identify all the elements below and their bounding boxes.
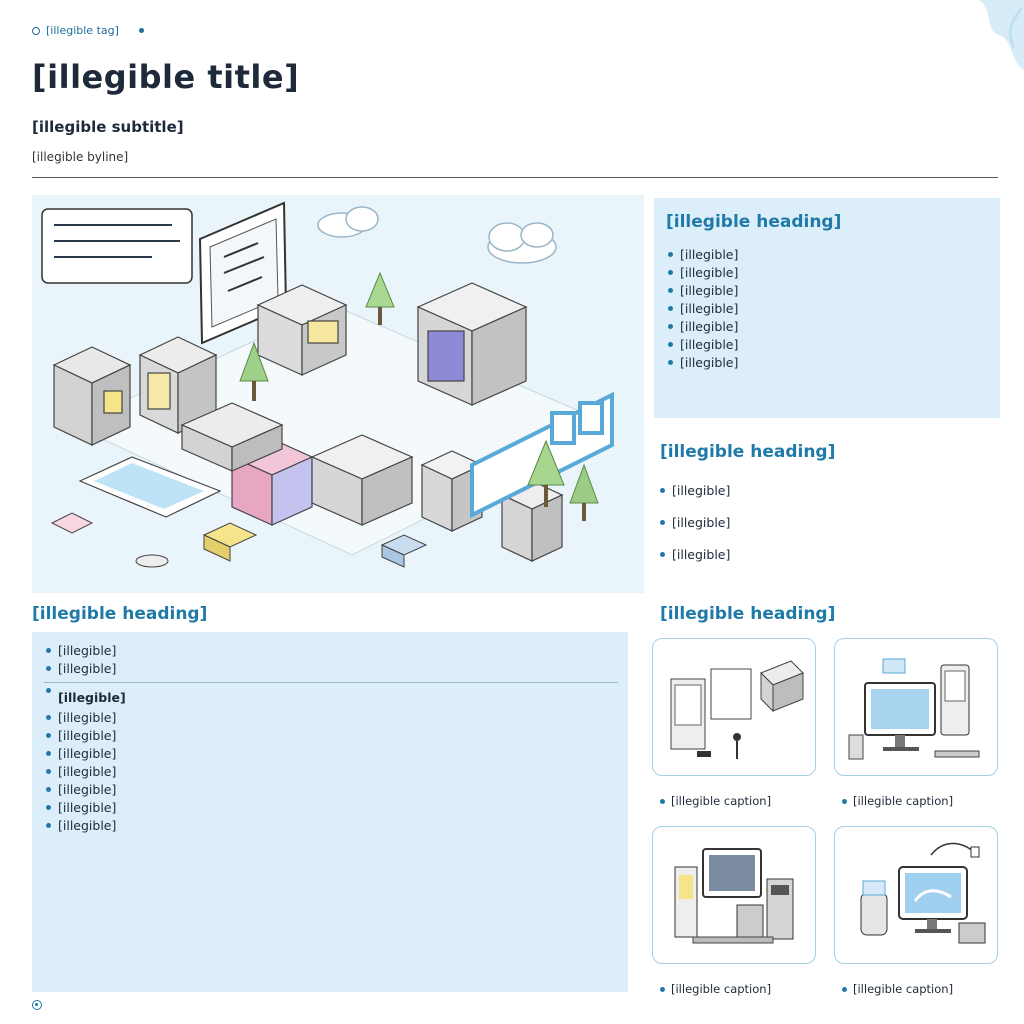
list-item: [illegible] <box>44 660 618 678</box>
list-item: [illegible] <box>44 642 618 660</box>
list-item: [illegible] <box>658 482 998 500</box>
isometric-scene-icon <box>32 195 644 593</box>
monitor-icon <box>835 639 998 776</box>
list-item: [illegible] <box>666 354 990 372</box>
header-tag <box>32 24 144 37</box>
list-item: [illegible] <box>666 264 990 282</box>
cloud-icon <box>318 207 556 263</box>
splash-decoration-icon <box>954 0 1024 70</box>
header-divider <box>32 177 998 178</box>
list-item: [illegible] <box>658 546 998 564</box>
card-caption: [illegible caption] <box>842 794 953 808</box>
list-item: [illegible] <box>44 709 618 727</box>
display-speaker-icon <box>835 827 998 964</box>
list-item: [illegible] <box>44 727 618 745</box>
circle-icon <box>32 27 40 35</box>
hero-illustration <box>32 195 644 593</box>
section3-title: [illegible heading] <box>32 604 208 624</box>
section1-panel <box>654 198 1000 418</box>
card-caption: [illegible caption] <box>660 982 771 996</box>
section3-subheading: [illegible] <box>58 690 126 705</box>
section2-list <box>658 482 998 578</box>
list-item: [illegible] <box>44 817 618 835</box>
card-caption: [illegible caption] <box>842 982 953 996</box>
list-item: [illegible] <box>666 318 990 336</box>
list-item: [illegible] <box>666 246 990 264</box>
section3-panel <box>32 632 628 992</box>
byline: [illegible byline] <box>32 150 129 164</box>
list-item: [illegible] <box>44 781 618 799</box>
page-subtitle: [illegible subtitle] <box>32 118 184 136</box>
list-item: [illegible] <box>44 763 618 781</box>
list-item: [illegible] <box>666 282 990 300</box>
list-item: [illegible] <box>658 514 998 532</box>
illustration-card <box>652 826 816 964</box>
bullet-icon <box>139 28 144 33</box>
footer-circle-icon <box>32 1000 42 1010</box>
header-tag-text: [illegible tag] <box>46 24 119 37</box>
list-item: [illegible] <box>666 300 990 318</box>
section2-title: [illegible heading] <box>660 442 836 462</box>
list-item: [illegible] <box>44 745 618 763</box>
illustration-card <box>834 638 998 776</box>
workstation-icon <box>653 827 816 964</box>
section1-list <box>666 246 990 372</box>
illustration-card <box>834 826 998 964</box>
section3-list <box>44 642 618 835</box>
page-title: [illegible title] <box>32 58 300 96</box>
callout-card <box>42 209 192 283</box>
card-caption: [illegible caption] <box>660 794 771 808</box>
section1-title: [illegible heading] <box>666 212 842 232</box>
kiosk-icon <box>653 639 816 776</box>
illustration-card <box>652 638 816 776</box>
list-item: [illegible] <box>44 799 618 817</box>
list-item: [illegible] <box>666 336 990 354</box>
list-divider <box>44 682 618 683</box>
section4-title: [illegible heading] <box>660 604 836 624</box>
